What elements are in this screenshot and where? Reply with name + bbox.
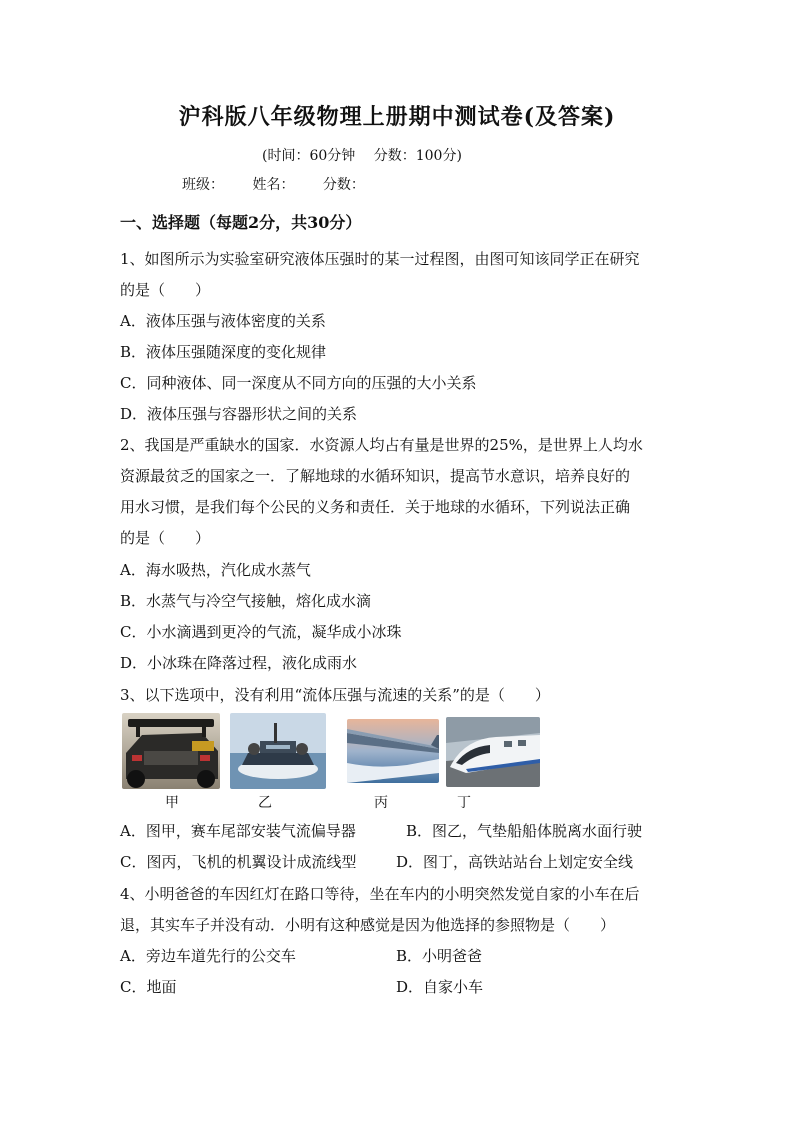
q3-option-b: B．图乙，气垫船船体脱离水面行驶 [406,822,643,840]
q2-option-a: A．海水吸热，汽化成水蒸气 [120,561,311,579]
q1-stem-line2: 的是（ ） [120,281,211,299]
q1-option-d: D．液体压强与容器形状之间的关系 [120,405,358,423]
exam-time-score: (时间：60分钟 分数：100分) [262,148,462,164]
q3-option-d: D．图丁，高铁站站台上划定安全线 [396,853,634,871]
q2-stem-line1: 2、我国是严重缺水的国家．水资源人均占有量是世界的25%，是世界上人均水 [120,436,643,454]
score-label: 分数： [322,177,365,193]
image-label-yi: 乙 [258,795,272,811]
q3-option-c: C．图丙，飞机的机翼设计成流线型 [120,853,357,871]
image-label-ding: 丁 [457,795,471,811]
name-label: 姓名： [252,177,295,193]
q2-stem-line3: 用水习惯，是我们每个公民的义务和责任．关于地球的水循环，下列说法正确 [120,498,631,516]
q1-option-c: C．同种液体、同一深度从不同方向的压强的大小关系 [120,374,477,392]
race-car-image [122,713,220,789]
q4-option-d: D．自家小车 [396,978,484,996]
q2-option-d: D．小冰珠在降落过程，液化成雨水 [120,654,358,672]
image-label-jia: 甲 [165,795,179,811]
q4-option-c: C．地面 [120,978,177,996]
high-speed-train-image [446,717,540,787]
q3-option-a: A．图甲，赛车尾部安装气流偏导器 [120,822,356,840]
q1-option-b: B．液体压强随深度的变化规律 [120,343,327,361]
q3-stem-line1: 3、以下选项中，没有利用“流体压强与流速的关系”的是（ ） [120,686,550,704]
q1-stem-line1: 1、如图所示为实验室研究液体压强时的某一过程图，由图可知该同学正在研究 [120,250,640,268]
class-label: 班级： [182,177,224,193]
q4-option-b: B．小明爸爸 [396,947,483,965]
q4-option-a: A．旁边车道先行的公交车 [120,947,296,965]
q2-option-b: B．水蒸气与冷空气接触，熔化成水滴 [120,592,372,610]
q4-stem-line2: 退，其实车子并没有动．小明有这种感觉是因为他选择的参照物是（ ） [120,916,616,934]
page-title: 沪科版八年级物理上册期中测试卷(及答案) [178,104,616,130]
hovercraft-image [230,713,326,789]
q2-stem-line4: 的是（ ） [120,529,211,547]
airplane-wing-image [347,719,439,783]
q4-stem-line1: 4、小明爸爸的车因红灯在路口等待，坐在车内的小明突然发觉自家的小车在后 [120,885,640,903]
q1-option-a: A．液体压强与液体密度的关系 [120,312,326,330]
student-info-row [182,174,389,194]
q2-option-c: C．小水滴遇到更冷的气流，凝华成小冰珠 [120,623,402,641]
q2-stem-line2: 资源最贫乏的国家之一．了解地球的水循环知识，提高节水意识，培养良好的 [120,467,631,485]
image-label-bing: 丙 [374,795,388,811]
section-heading: 一、选择题（每题2分，共30分） [120,213,362,232]
